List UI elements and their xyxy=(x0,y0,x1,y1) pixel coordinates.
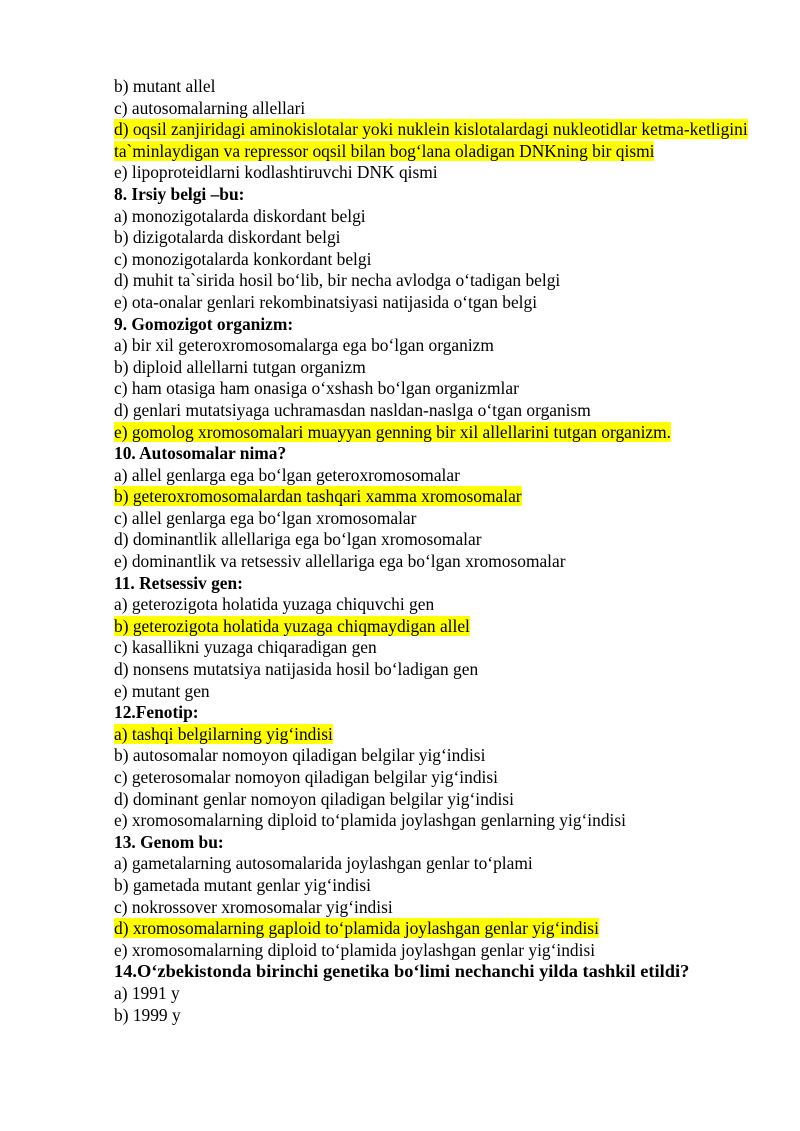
option-text: d) muhit ta`sirida hosil bo‘lib, bir necha avlodga o‘tadigan belgi xyxy=(114,270,561,291)
option-text: a) allel genlarga ega bo‘lgan geteroxromosomalar xyxy=(114,464,460,485)
option-text: a) 1991 y xyxy=(114,982,180,1003)
answer-option xyxy=(114,249,754,271)
question-title: 13. Genom bu: xyxy=(114,831,224,852)
option-text: d) oqsil zanjiridagi aminokislotalar yoki nuklein kislotalardagi nukleotidlar ketma-ketligini ta`minlaydigan va repressor oqsil bilan bog‘lana oladigan DNKning bir qismi xyxy=(114,119,748,161)
option-text: d) dominant genlar nomoyon qiladigan belgilar yig‘indisi xyxy=(114,788,514,809)
answer-option xyxy=(114,357,754,379)
answer-option xyxy=(114,789,754,811)
answer-option-highlighted xyxy=(114,422,754,444)
option-text: c) kasallikni yuzaga chiqaradigan gen xyxy=(114,637,377,658)
answer-option xyxy=(114,897,754,919)
option-text: e) gomolog xromosomalari muayyan genning bir xil allellarini tutgan organizm. xyxy=(114,421,672,442)
option-text: e) dominantlik va retsessiv allellariga ega bo‘lgan xromosomalar xyxy=(114,551,566,572)
answer-option xyxy=(114,529,754,551)
answer-option xyxy=(114,465,754,487)
answer-option xyxy=(114,940,754,962)
option-text: d) xromosomalarning gaploid to‘plamida joylashgan genlar yig‘indisi xyxy=(114,918,599,939)
question-block xyxy=(114,832,754,962)
option-text: e) xromosomalarning diploid to‘plamida joylashgan genlar yig‘indisi xyxy=(114,939,596,960)
answer-option xyxy=(114,98,754,120)
answer-option-highlighted xyxy=(114,724,754,746)
question-title: 8. Irsiy belgi –bu: xyxy=(114,183,245,204)
question-title: 11. Retsessiv gen: xyxy=(114,572,243,593)
option-text: c) nokrossover xromosomalar yig‘indisi xyxy=(114,896,393,917)
answer-option xyxy=(114,206,754,228)
answer-option xyxy=(114,983,754,1005)
document-page xyxy=(114,76,754,1026)
question-title: 9. Gomozigot organizm: xyxy=(114,313,294,334)
answer-option xyxy=(114,745,754,767)
option-text: b) diploid allellarni tutgan organizm xyxy=(114,356,366,377)
answer-option xyxy=(114,508,754,530)
option-text: b) mutant allel xyxy=(114,76,216,96)
question-block xyxy=(114,573,754,703)
answer-option xyxy=(114,659,754,681)
answer-option xyxy=(114,400,754,422)
option-text: c) geterosomalar nomoyon qiladigan belgilar yig‘indisi xyxy=(114,767,498,787)
answer-option xyxy=(114,853,754,875)
answer-option xyxy=(114,335,754,357)
answer-option xyxy=(114,1005,754,1027)
question-block xyxy=(114,314,754,444)
question-list xyxy=(114,184,754,1026)
question-title: 10. Autosomalar nima? xyxy=(114,443,287,464)
answer-option xyxy=(114,227,754,249)
answer-option xyxy=(114,76,754,98)
answer-option-highlighted xyxy=(114,616,754,638)
option-text: d) nonsens mutatsiya natijasida hosil bo‘ladigan gen xyxy=(114,659,479,680)
option-text: c) monozigotalarda konkordant belgi xyxy=(114,248,372,269)
option-text: c) allel genlarga ega bo‘lgan xromosomalar xyxy=(114,507,417,528)
option-text: c) ham otasiga ham onasiga o‘xshash bo‘lgan organizmlar xyxy=(114,378,519,399)
answer-option xyxy=(114,681,754,703)
option-text: a) geterozigota holatida yuzaga chiquvchi gen xyxy=(114,594,435,615)
option-text: d) genlari mutatsiyaga uchramasdan nasldan-naslga o‘tgan organism xyxy=(114,399,591,420)
option-text: a) gametalarning autosomalarida joylashgan genlar to‘plami xyxy=(114,853,533,874)
option-text: b) geteroxromosomalardan tashqari xamma xromosomalar xyxy=(114,486,522,507)
question-title: 12.Fenotip: xyxy=(114,702,199,723)
answer-option xyxy=(114,767,754,789)
answer-option xyxy=(114,594,754,616)
option-text: b) gametada mutant genlar yig‘indisi xyxy=(114,874,371,895)
option-text: a) monozigotalarda diskordant belgi xyxy=(114,205,366,226)
answer-option xyxy=(114,810,754,832)
question-block xyxy=(114,443,754,573)
option-text: e) mutant gen xyxy=(114,680,210,701)
answer-option xyxy=(114,551,754,573)
option-text: d) dominantlik allellariga ega bo‘lgan xromosomalar xyxy=(114,529,482,550)
question-block xyxy=(114,961,754,1026)
option-text: a) bir xil geteroxromosomalarga ega bo‘lgan organizm xyxy=(114,335,494,356)
answer-option xyxy=(114,637,754,659)
option-text: b) 1999 y xyxy=(114,1004,181,1025)
option-text: a) tashqi belgilarning yig‘indisi xyxy=(114,723,333,744)
question-title: 14.O‘zbekistonda birinchi genetika bo‘limi nechanchi yilda tashkil etildi? xyxy=(114,961,690,982)
answer-option xyxy=(114,292,754,314)
option-text: b) dizigotalarda diskordant belgi xyxy=(114,227,341,248)
answer-option xyxy=(114,162,754,184)
question-block xyxy=(114,184,754,314)
answer-option-highlighted xyxy=(114,918,754,940)
option-text: b) geterozigota holatida yuzaga chiqmaydigan allel xyxy=(114,615,470,636)
answer-option-highlighted xyxy=(114,119,754,162)
continued-options xyxy=(114,76,754,184)
option-text: c) autosomalarning allellari xyxy=(114,97,306,118)
option-text: e) ota-onalar genlari rekombinatsiyasi natijasida o‘tgan belgi xyxy=(114,291,538,312)
answer-option xyxy=(114,378,754,400)
option-text: e) xromosomalarning diploid to‘plamida joylashgan genlarning yig‘indisi xyxy=(114,810,626,831)
answer-option xyxy=(114,270,754,292)
answer-option xyxy=(114,875,754,897)
option-text: e) lipoproteidlarni kodlashtiruvchi DNK qismi xyxy=(114,162,438,183)
answer-option-highlighted xyxy=(114,486,754,508)
question-block xyxy=(114,702,754,832)
option-text: b) autosomalar nomoyon qiladigan belgilar yig‘indisi xyxy=(114,745,486,766)
